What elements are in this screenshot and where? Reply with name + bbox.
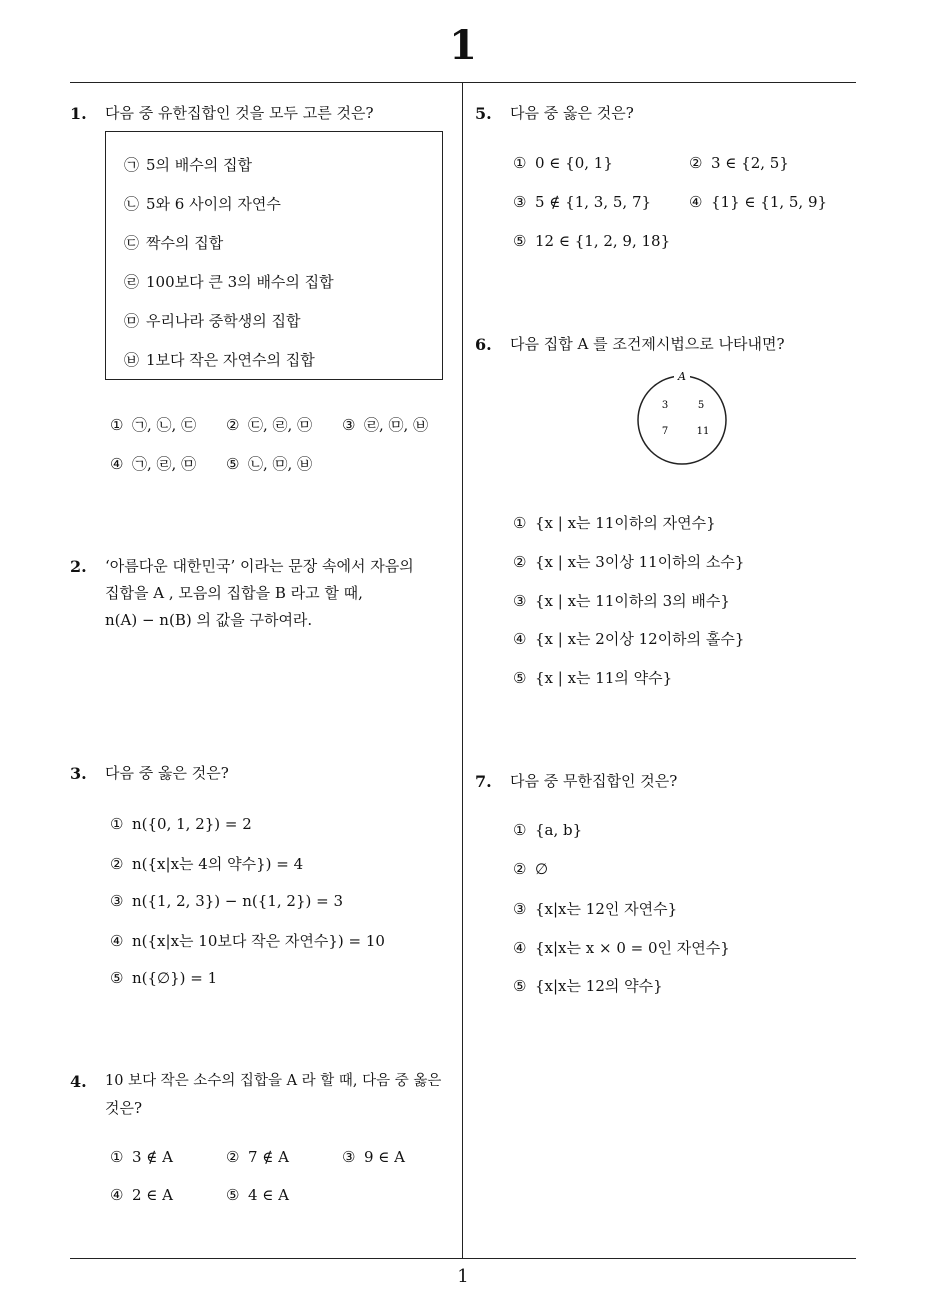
choice-2[interactable]: [689, 154, 789, 172]
choice-text: n({1, 2, 3}) − n({1, 2}) = 3: [132, 892, 343, 910]
choice-3[interactable]: [513, 193, 651, 211]
question-text-line: ‘아름다운 대한민국’ 이라는 문장 속에서 자음의: [105, 557, 414, 575]
choice-mark: ②: [513, 860, 527, 878]
choice-mark: ④: [110, 932, 124, 950]
choice-text: ㉠, ㉡, ㉢: [132, 416, 197, 434]
box-item: [124, 349, 315, 370]
choice-5[interactable]: [513, 667, 672, 688]
choice-4[interactable]: [110, 930, 385, 951]
set-circle: [638, 376, 726, 464]
choice-mark: ⑤: [226, 1186, 240, 1204]
question-number: 4.: [70, 1072, 87, 1091]
choice-mark: ③: [513, 193, 527, 211]
choice-text: {1} ∈ {1, 5, 9}: [711, 193, 828, 211]
choice-mark: ②: [110, 855, 124, 873]
question-number: 3.: [70, 764, 87, 783]
choice-text: {x | x는 11이하의 자연수}: [535, 514, 716, 532]
choice-text: {x|x는 12의 약수}: [535, 977, 663, 995]
choice-5[interactable]: [226, 453, 312, 474]
question-6: [475, 331, 855, 358]
question-7: [475, 768, 855, 795]
choice-5[interactable]: [226, 1186, 289, 1204]
choice-text: {x | x는 11의 약수}: [535, 669, 673, 687]
choice-mark: ②: [226, 1148, 240, 1166]
choice-text: {x | x는 3이상 11이하의 소수}: [535, 553, 745, 571]
box-item: [124, 154, 252, 175]
box-item: [124, 232, 223, 253]
question-number: 6.: [475, 335, 492, 354]
question-text-line: 10 보다 작은 소수의 집합을 A 라 할 때, 다음 중 옳은: [105, 1073, 442, 1089]
choice-2[interactable]: [110, 853, 303, 874]
set-label: A: [678, 370, 686, 383]
item-text: 우리나라 중학생의 집합: [146, 312, 301, 330]
question-text: 다음 집합 A 를 조건제시법으로 나타내면?: [510, 335, 785, 353]
choice-text: {x|x는 x × 0 = 0인 자연수}: [535, 939, 730, 957]
question-1: [70, 100, 455, 127]
choice-text: ㉠, ㉣, ㉤: [132, 455, 197, 473]
item-mark: ㉤: [124, 312, 140, 330]
choice-text: n({x|x는 10보다 작은 자연수}) = 10: [132, 932, 385, 950]
question-text: 다음 중 옳은 것은?: [510, 104, 634, 122]
choice-mark: ④: [110, 1186, 124, 1204]
item-text: 100보다 큰 3의 배수의 집합: [146, 273, 334, 291]
choice-text: 3 ∈ {2, 5}: [711, 154, 789, 172]
choice-mark: ②: [689, 154, 703, 172]
choice-mark: ③: [513, 900, 527, 918]
choice-1[interactable]: [110, 414, 196, 435]
choice-text: 2 ∈ A: [132, 1186, 174, 1204]
choice-2[interactable]: [226, 1148, 289, 1166]
choice-4[interactable]: [110, 1186, 173, 1204]
page-number: 1: [457, 1266, 469, 1287]
choice-1[interactable]: [110, 1148, 173, 1166]
choice-2[interactable]: [513, 860, 548, 878]
choice-3[interactable]: [342, 414, 428, 435]
choice-4[interactable]: [110, 453, 196, 474]
choice-4[interactable]: [689, 193, 827, 211]
question-text-line: n(A) − n(B) 의 값을 구하여라.: [105, 611, 313, 629]
choice-5[interactable]: [513, 232, 670, 250]
choice-text: n({x|x는 4의 약수}) = 4: [132, 855, 304, 873]
set-diagram: [630, 366, 734, 470]
choice-3[interactable]: [110, 892, 343, 910]
top-rule: [70, 82, 856, 83]
choice-mark: ①: [110, 416, 124, 434]
choice-text: 9 ∈ A: [364, 1148, 406, 1166]
choice-text: {x | x는 2이상 12이하의 홀수}: [535, 630, 745, 648]
condition-box: [105, 131, 443, 380]
choice-text: n({∅}) = 1: [132, 969, 218, 987]
choice-text: n({0, 1, 2}) = 2: [132, 815, 252, 833]
choice-text: {a, b}: [535, 821, 583, 839]
question-text: 다음 중 무한집합인 것은?: [510, 772, 678, 790]
choice-4[interactable]: [513, 628, 744, 649]
item-mark: ㉡: [124, 195, 140, 213]
choice-text: 7 ∉ A: [248, 1148, 290, 1166]
question-number: 7.: [475, 772, 492, 791]
choice-mark: ⑤: [226, 455, 240, 473]
set-element: 7: [661, 426, 669, 437]
question-text-line: 집합을 A , 모음의 집합을 B 라고 할 때,: [105, 584, 363, 602]
choice-mark: ④: [513, 630, 527, 648]
box-item: [124, 193, 281, 214]
choice-3[interactable]: [513, 590, 730, 611]
question-text: 다음 중 유한집합인 것을 모두 고른 것은?: [105, 104, 374, 122]
question-2: [70, 553, 455, 634]
choice-mark: ①: [110, 1148, 124, 1166]
set-element: 11: [696, 426, 710, 437]
question-number: 1.: [70, 104, 87, 123]
choice-mark: ③: [342, 416, 356, 434]
choice-mark: ③: [513, 592, 527, 610]
item-mark: ㉣: [124, 273, 140, 291]
question-number: 5.: [475, 104, 492, 123]
choice-text: ㉣, ㉤, ㉥: [364, 416, 429, 434]
choice-text: 5 ∉ {1, 3, 5, 7}: [535, 193, 652, 211]
choice-2[interactable]: [513, 551, 744, 572]
question-number: 2.: [70, 557, 87, 576]
choice-1[interactable]: [110, 815, 252, 833]
choice-text: ㉡, ㉤, ㉥: [248, 455, 313, 473]
choice-text: ∅: [535, 860, 549, 878]
choice-text: 0 ∈ {0, 1}: [535, 154, 613, 172]
choice-mark: ⑤: [110, 969, 124, 987]
choice-mark: ⑤: [513, 977, 527, 995]
choice-3[interactable]: [342, 1148, 405, 1166]
bottom-rule: [70, 1258, 856, 1259]
choice-mark: ②: [513, 553, 527, 571]
choice-mark: ⑤: [513, 232, 527, 250]
item-text: 1보다 작은 자연수의 집합: [146, 351, 315, 369]
choice-mark: ④: [110, 455, 124, 473]
set-element: 3: [661, 400, 669, 411]
choice-1[interactable]: [513, 821, 582, 839]
column-divider: [462, 83, 463, 1258]
question-4: [70, 1068, 460, 1122]
choice-1[interactable]: [513, 512, 716, 533]
choice-3[interactable]: [513, 898, 677, 919]
question-text-line: 것은?: [105, 1099, 143, 1117]
choice-mark: ③: [342, 1148, 356, 1166]
item-mark: ㉥: [124, 351, 140, 369]
set-element: 5: [697, 400, 705, 411]
choice-text: 3 ∉ A: [132, 1148, 174, 1166]
item-text: 짝수의 집합: [146, 234, 224, 252]
choice-text: 4 ∈ A: [248, 1186, 290, 1204]
question-text: 다음 중 옳은 것은?: [105, 764, 229, 782]
box-item: [124, 310, 300, 331]
choice-mark: ②: [226, 416, 240, 434]
page-title: 1: [449, 22, 477, 69]
choice-mark: ①: [110, 815, 124, 833]
choice-text: {x | x는 11이하의 3의 배수}: [535, 592, 730, 610]
choice-mark: ③: [110, 892, 124, 910]
box-item: [124, 271, 334, 292]
choice-1[interactable]: [513, 154, 613, 172]
choice-text: {x|x는 12인 자연수}: [535, 900, 678, 918]
choice-text: ㉢, ㉣, ㉤: [248, 416, 313, 434]
choice-mark: ⑤: [513, 669, 527, 687]
item-text: 5의 배수의 집합: [146, 156, 253, 174]
choice-5[interactable]: [513, 975, 663, 996]
choice-mark: ①: [513, 154, 527, 172]
choice-2[interactable]: [226, 414, 312, 435]
choice-mark: ①: [513, 514, 527, 532]
question-3: [70, 760, 455, 787]
item-mark: ㉠: [124, 156, 140, 174]
choice-5[interactable]: [110, 969, 217, 987]
item-text: 5와 6 사이의 자연수: [146, 195, 281, 213]
item-mark: ㉢: [124, 234, 140, 252]
choice-text: 12 ∈ {1, 2, 9, 18}: [535, 232, 671, 250]
choice-mark: ①: [513, 821, 527, 839]
choice-mark: ④: [689, 193, 703, 211]
choice-4[interactable]: [513, 937, 730, 958]
question-5: [475, 100, 855, 127]
choice-mark: ④: [513, 939, 527, 957]
